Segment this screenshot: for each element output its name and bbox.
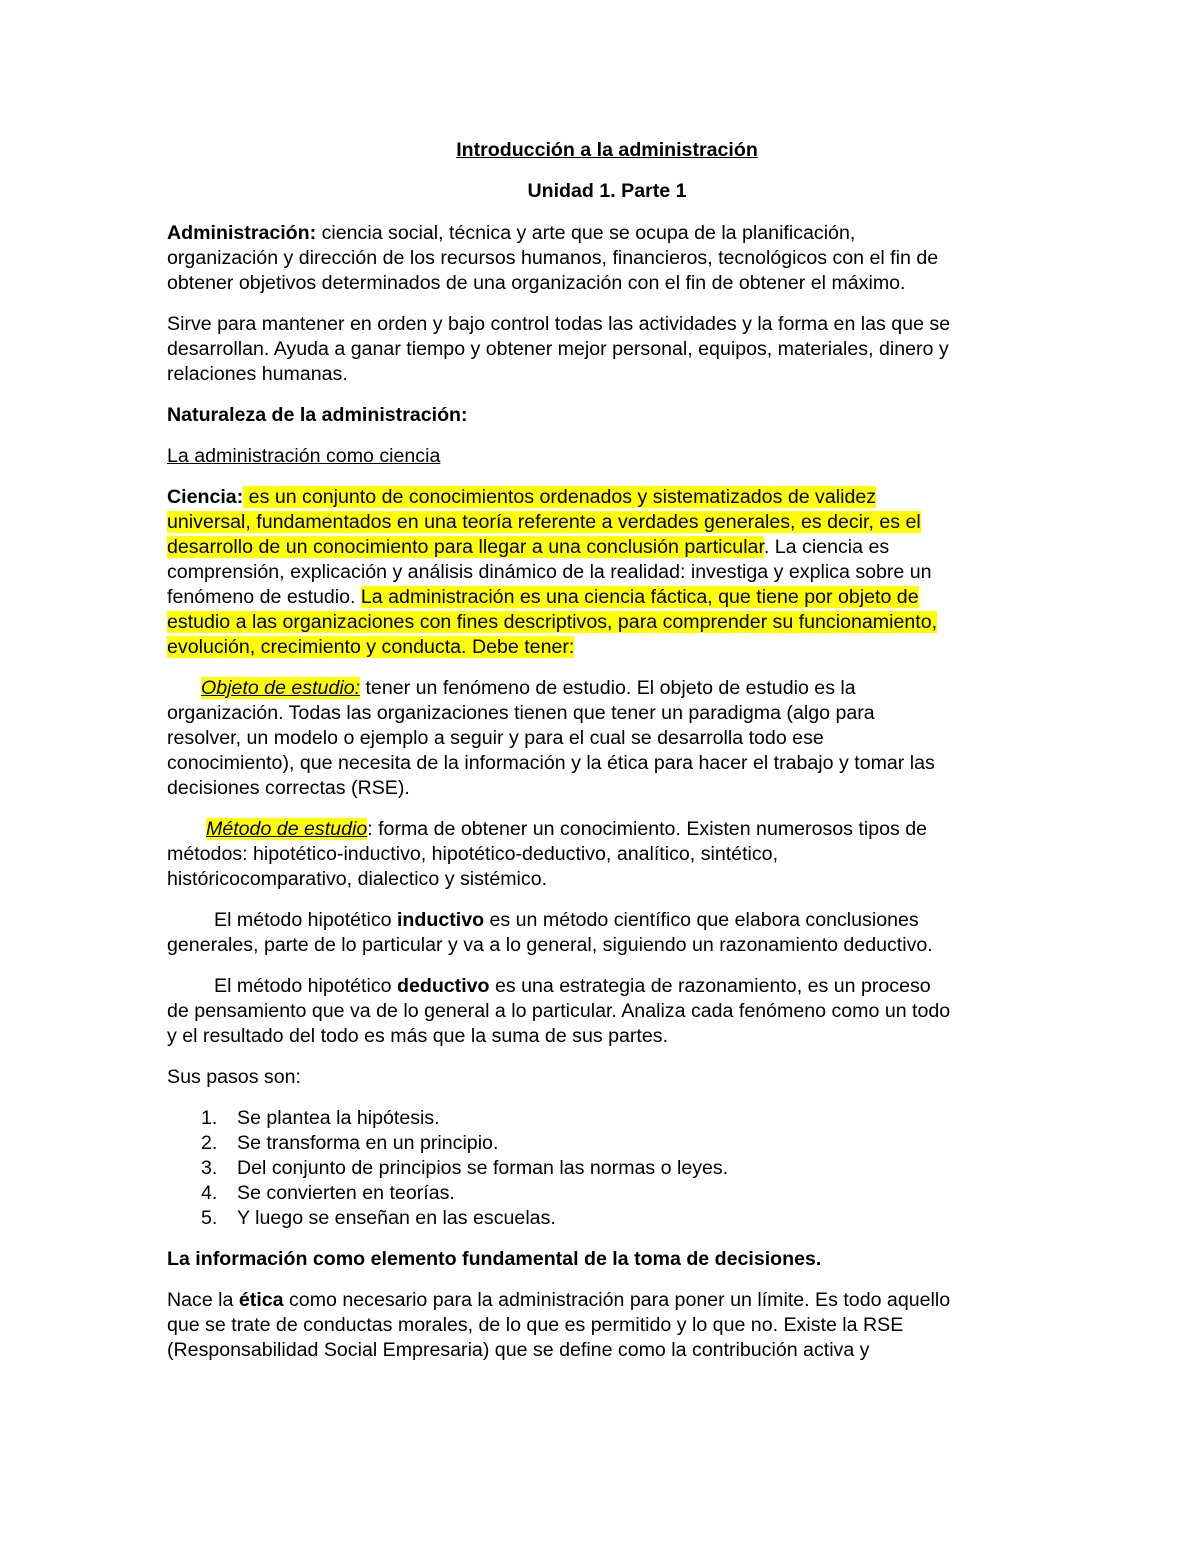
paragraph-ciencia: Ciencia: es un conjunto de conocimientos ordenados y sistematizados de validez universal, fundamentados en una teoría referente a verdades generales, es decir, es el desarrollo de un conocimiento para llegar a una conclusión particular. La ciencia es comprensión, explicación y análisis dinámico de la realidad: investiga y explica sobre un fenómeno de estudio. La administración es una ciencia fáctica, que tiene por objeto de estudio a las organizaciones con fines descriptivos, para comprender su funcionamiento, evolución, crecimiento y conducta. Debe tener: — [167, 486, 938, 658]
steps-list — [167, 1106, 1047, 1231]
list-item: 4. Se convierten en teorías. — [201, 1182, 455, 1204]
list-item: 1. Se plantea la hipótesis. — [201, 1107, 440, 1129]
document-subtitle: Unidad 1. Parte 1 — [527, 180, 687, 202]
document-title: Introducción a la administración — [456, 139, 758, 161]
highlighted-text: evolución, crecimiento y conducta. Debe tener: — [167, 636, 575, 658]
paragraph-deductivo: El método hipotético deductivo es una estrategia de razonamiento, es un proceso de pensamiento que va de lo general a lo particular. Analiza cada fenómeno como un todo y el resultado del todo es más que la suma de sus partes. — [167, 975, 951, 1047]
paragraph-metodo: Método de estudio: forma de obtener un conocimiento. Existen numerosos tipos de métodos: hipotético-inductivo, hipotético-deductivo, analítico, sintético, históricocomparativo, dialectico y sistémico. — [167, 818, 928, 890]
document-page — [167, 138, 1047, 1379]
paragraph-objeto: Objeto de estudio: tener un fenómeno de estudio. El objeto de estudio es la organización. Todas las organizaciones tienen que tener un paradigma (algo para resolver, un modelo o ejemplo a seguir y para el cual se desarrolla todo ese conocimiento), que necesita de la información y la ética para hacer el trabajo y tomar las decisiones correctas (RSE). — [167, 677, 935, 799]
list-item: 2. Se transforma en un principio. — [201, 1132, 499, 1154]
highlighted-text: La administración es una ciencia fáctica, que tiene por objeto de — [360, 586, 919, 608]
list-item: 5. Y luego se enseñan en las escuelas. — [201, 1207, 556, 1229]
list-item: 3. Del conjunto de principios se forman las normas o leyes. — [201, 1157, 729, 1179]
paragraph-etica: Nace la ética como necesario para la administración para poner un límite. Es todo aquello que se trate de conductas morales, de lo que es permitido y lo que no. Existe la RSE (Responsabilidad Social Empresaria) que se define como la contribución activa y — [167, 1289, 951, 1361]
highlighted-text: universal, fundamentados en una teoría referente a verdades generales, es decir, es el — [167, 511, 921, 533]
highlighted-text: estudio a las organizaciones con fines descriptivos, para comprender su funcionamiento, — [167, 611, 938, 633]
heading-informacion: La información como elemento fundamental de la toma de decisiones. — [167, 1248, 822, 1270]
term-metodo: Método de estudio — [206, 818, 368, 840]
highlighted-text: desarrollo de un conocimiento para llegar a una conclusión particular — [167, 536, 764, 558]
paragraph-pasos-intro: Sus pasos son: — [167, 1066, 301, 1088]
term-objeto: Objeto de estudio: — [201, 677, 361, 699]
highlighted-text: es un conjunto de conocimientos ordenados y sistematizados de validez — [243, 486, 877, 508]
paragraph-administracion: Administración: ciencia social, técnica y arte que se ocupa de la planificación, organización y dirección de los recursos humanos, financieros, tecnológicos con el fin de obtener objetivos determinados de una organización con el fin de obtener el máximo. — [167, 222, 939, 294]
subheading-ciencia: La administración como ciencia — [167, 445, 441, 467]
paragraph-sirve: Sirve para mantener en orden y bajo control todas las actividades y la forma en las que se desarrollan. Ayuda a ganar tiempo y obtener mejor personal, equipos, materiales, dinero y relaciones humanas. — [167, 313, 951, 385]
heading-naturaleza: Naturaleza de la administración: — [167, 404, 468, 426]
term-administracion: Administración: — [167, 222, 317, 244]
term-ciencia: Ciencia: — [167, 486, 244, 508]
paragraph-inductivo: El método hipotético inductivo es un método científico que elabora conclusiones generales, parte de lo particular y va a lo general, siguiendo un razonamiento deductivo. — [167, 909, 933, 956]
